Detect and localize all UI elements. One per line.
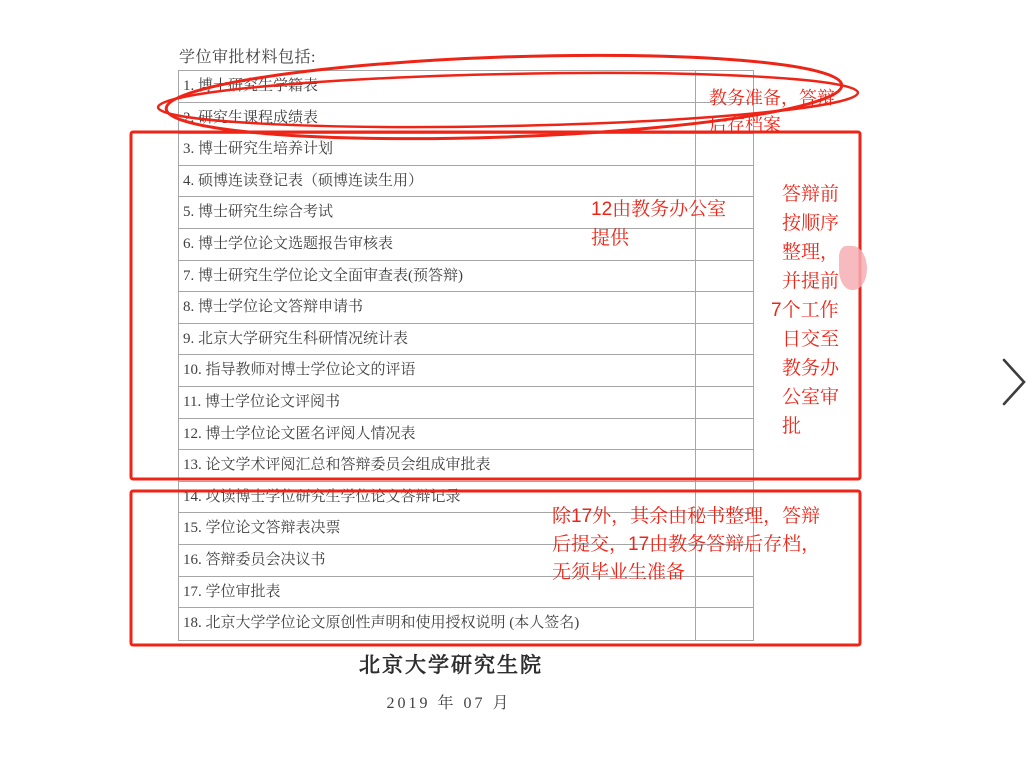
table-row xyxy=(179,134,753,166)
note-line: 按顺序 xyxy=(782,213,840,234)
item-label: 5. 博士研究生综合考试 xyxy=(183,204,334,221)
next-page-button[interactable] xyxy=(998,354,1030,410)
item-label: 6. 博士学位论文选题报告审核表 xyxy=(183,235,394,252)
check-cell xyxy=(695,355,753,386)
note-line: 教务准备，答辩 xyxy=(709,88,835,108)
check-cell xyxy=(695,450,753,481)
footer-institution: 北京大学研究生院 xyxy=(359,654,543,677)
check-cell xyxy=(695,261,753,292)
item-label: 4. 硕博连读登记表（硕博连读生用） xyxy=(183,172,424,189)
annotation-note-side xyxy=(771,180,839,441)
note-line: 7个工作 xyxy=(771,300,839,321)
table-row xyxy=(179,355,753,387)
table-row xyxy=(179,261,753,293)
check-cell xyxy=(695,419,753,450)
item-label: 15. 学位论文答辩表决票 xyxy=(183,520,341,537)
footer-date: 2019 年 07 月 xyxy=(386,695,512,712)
table-row xyxy=(179,387,753,419)
check-cell xyxy=(695,324,753,355)
item-label: 10. 指导教师对博士学位论文的评语 xyxy=(183,362,416,379)
item-label: 7. 博士研究生学位论文全面审查表(预答辩) xyxy=(183,267,463,284)
table-row xyxy=(179,292,753,324)
item-label: 13. 论文学术评阅汇总和答辩委员会组成审批表 xyxy=(183,457,491,474)
item-label: 16. 答辩委员会决议书 xyxy=(183,551,326,568)
table-row xyxy=(179,450,753,482)
highlight-blob xyxy=(839,246,867,290)
check-cell xyxy=(695,387,753,418)
table-row xyxy=(179,324,753,356)
item-label: 2. 研究生课程成绩表 xyxy=(183,109,319,126)
note-line: 教务办 xyxy=(782,358,840,379)
item-label: 3. 博士研究生培养计划 xyxy=(183,141,334,158)
check-cell xyxy=(695,292,753,323)
note-line: 提供 xyxy=(591,228,630,249)
table-row xyxy=(179,608,753,640)
item-label: 11. 博士学位论文评阅书 xyxy=(183,393,340,410)
table-row xyxy=(179,71,753,103)
item-label: 18. 北京大学学位论文原创性声明和使用授权说明 (本人签名) xyxy=(183,615,580,632)
note-line: 除17外，其余由秘书整理，答辩 xyxy=(552,506,821,527)
note-line: 后存档案 xyxy=(709,115,781,135)
item-label: 14. 攻读博士学位研究生学位论文答辩记录 xyxy=(183,488,461,505)
item-label: 1. 博士研究生学籍表 xyxy=(183,78,319,94)
note-line: 日交至 xyxy=(782,329,840,350)
table-row xyxy=(179,419,753,451)
note-line: 整理， xyxy=(782,242,840,263)
note-line: 答辩前 xyxy=(782,184,840,205)
note-line: 后提交，17由教务答辩后存档， xyxy=(552,534,821,555)
check-cell xyxy=(695,166,753,197)
note-line: 12由教务办公室 xyxy=(591,199,727,220)
check-cell xyxy=(695,608,753,640)
note-line: 批 xyxy=(782,416,802,437)
note-line: 无须毕业生准备 xyxy=(552,562,686,583)
item-label: 8. 博士学位论文答辩申请书 xyxy=(183,299,364,316)
table-row xyxy=(179,103,753,135)
annotation-note-middle xyxy=(591,195,726,253)
item-label: 12. 博士学位论文匿名评阅人情况表 xyxy=(183,425,416,442)
note-line: 并提前 xyxy=(782,271,840,292)
annotation-note-bottom xyxy=(552,503,820,587)
annotation-note-top xyxy=(709,85,835,139)
item-label: 9. 北京大学研究生科研情况统计表 xyxy=(183,330,409,347)
chevron-right-icon xyxy=(1000,356,1028,408)
item-label: 17. 学位审批表 xyxy=(183,583,281,600)
document-heading: 学位审批材料包括: xyxy=(179,49,316,66)
table-row xyxy=(179,166,753,198)
note-line: 公室审 xyxy=(782,387,840,408)
